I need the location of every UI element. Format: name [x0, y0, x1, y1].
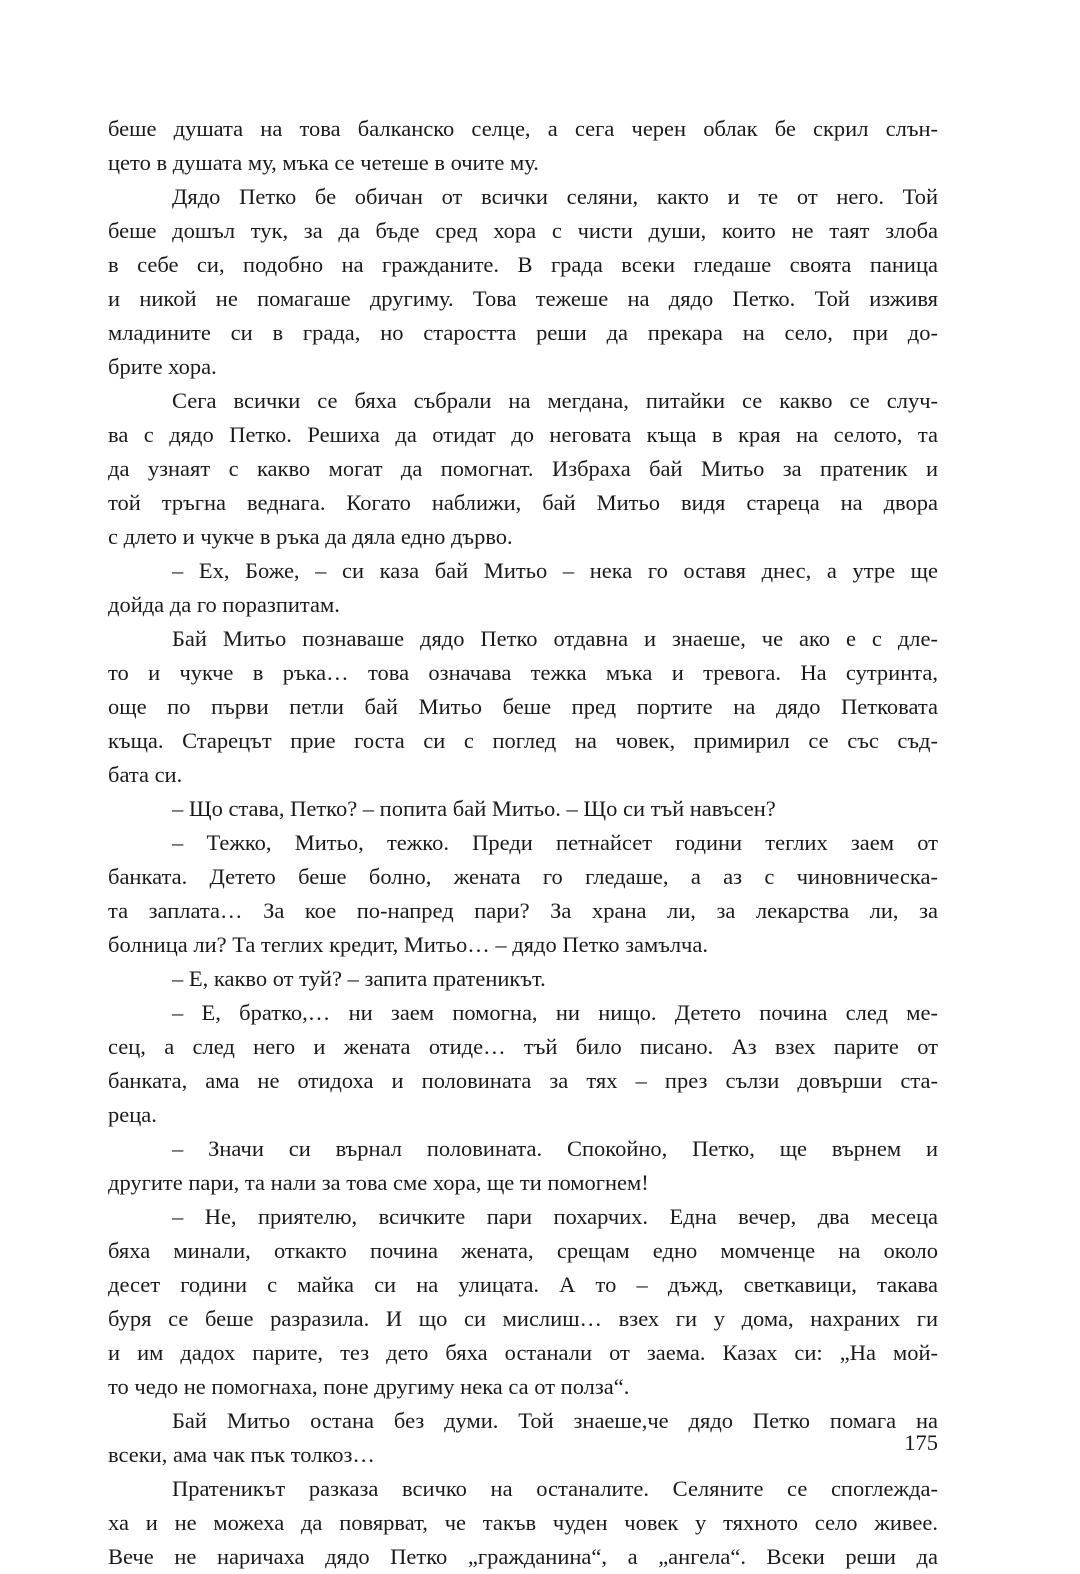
text-line: и им дадох парите, тез дето бяха останали от заема. Казах си: „На мой-	[108, 1340, 938, 1365]
text-line: ха и не можеха да повярват, че такъв чуден човек у тяхното село живее.	[108, 1510, 938, 1535]
text-line: младините си в града, но старостта реши да прекара на село, при до-	[108, 320, 938, 345]
text-line: той тръгна веднага. Когато наближи, бай Митьо видя стареца на двора	[108, 490, 938, 515]
text-line: другите пари, та нали за това сме хора, ще ти помогнем!	[108, 1170, 649, 1195]
text-line: болница ли? Та теглих кредит, Митьо… – дядо Петко замълча.	[108, 932, 708, 957]
text-line: то чедо не помогнаха, поне другиму нека са от полза“.	[108, 1374, 630, 1399]
body-text	[108, 112, 938, 1574]
text-line: още по първи петли бай Митьо беше пред портите на дядо Петковата	[108, 694, 938, 719]
text-line: – Ех, Боже, – си каза бай Митьо – нека го оставя днес, а утре ще	[172, 558, 938, 583]
text-line: бяха минали, откакто почина жената, срещам едно момченце на около	[108, 1238, 938, 1263]
text-line: бата си.	[108, 762, 183, 787]
text-line: – Що става, Петко? – попита бай Митьо. – Що си тъй навъсен?	[172, 796, 776, 821]
text-line: Вече не наричаха дядо Петко „гражданина“, а „ангела“. Всеки реши да	[108, 1544, 938, 1569]
text-line: та заплата… За кое по-напред пари? За храна ли, за лекарства ли, за	[108, 898, 938, 923]
text-line: Сега всички се бяха събрали на мегдана, питайки се какво се случ-	[172, 388, 938, 413]
text-line: то и чукче в ръка… това означава тежка мъка и тревога. На сутринта,	[108, 660, 938, 685]
text-line: сец, а след него и жената отиде… тъй било писано. Аз взех парите от	[108, 1034, 938, 1059]
text-line: буря се беше разразила. И що си мислиш… взех ги у дома, нахраних ги	[108, 1306, 938, 1331]
text-line: Пратеникът разказа всичко на останалите. Селяните се споглежда-	[172, 1476, 938, 1501]
text-line: къща. Старецът прие госта си с поглед на човек, примирил се със съд-	[108, 728, 938, 753]
text-line: беше душата на това балканско селце, а сега черен облак бе скрил слън-	[108, 116, 938, 141]
text-line: – Е, братко,… ни заем помогна, ни нищо. Детето почина след ме-	[172, 1000, 938, 1025]
text-line: беше дошъл тук, за да бъде сред хора с чисти души, които не таят злоба	[108, 218, 938, 243]
text-line: с длето и чукче в ръка да дяла едно дърво.	[108, 524, 513, 549]
text-line: – Тежко, Митьо, тежко. Преди петнайсет години теглих заем от	[172, 830, 938, 855]
text-line: десет години с майка си на улицата. А то – дъжд, светкавици, такава	[108, 1272, 938, 1297]
text-line: да узнаят с какво могат да помогнат. Избраха бай Митьо за пратеник и	[108, 456, 938, 481]
text-line: и никой не помагаше другиму. Това тежеше на дядо Петко. Той изживя	[108, 286, 938, 311]
text-line: Бай Митьо познаваше дядо Петко отдавна и знаеше, че ако е с дле-	[172, 626, 938, 651]
text-line: всеки, ама чак пък толкоз…	[108, 1442, 375, 1467]
text-line: Бай Митьо остана без думи. Той знаеше,че дядо Петко помага на	[172, 1408, 938, 1433]
text-line: ва с дядо Петко. Решиха да отидат до неговата къща в края на селото, та	[108, 422, 938, 447]
text-line: брите хора.	[108, 354, 217, 379]
text-line: – Е, какво от туй? – запита пратеникът.	[172, 966, 546, 991]
text-line: Дядо Петко бе обичан от всички селяни, както и те от него. Той	[172, 184, 938, 209]
text-line: цето в душата му, мъка се четеше в очите му.	[108, 150, 539, 175]
text-line: – Не, приятелю, всичките пари похарчих. Една вечер, два месеца	[172, 1204, 938, 1229]
text-line: в себе си, подобно на гражданите. В града всеки гледаше своята паница	[108, 252, 938, 277]
text-line: – Значи си върнал половината. Спокойно, Петко, ще върнем и	[172, 1136, 938, 1161]
text-line: реца.	[108, 1102, 157, 1127]
text-line: банката. Детето беше болно, жената го гледаше, а аз с чиновническа-	[108, 864, 938, 889]
text-line: дойда да го поразпитам.	[108, 592, 340, 617]
page-number: 175	[904, 1430, 938, 1455]
text-line: банката, ама не отидоха и половината за тях – през сълзи довърши ста-	[108, 1068, 938, 1093]
